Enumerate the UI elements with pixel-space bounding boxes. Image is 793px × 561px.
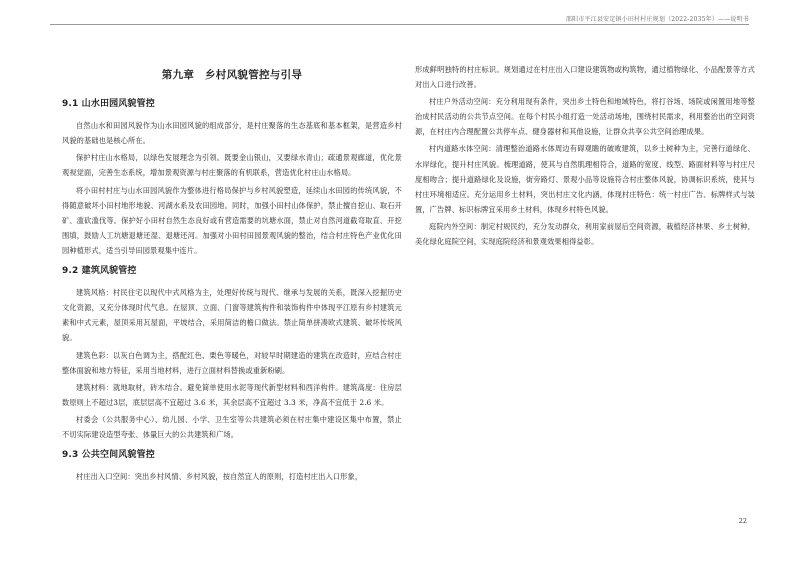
paragraph: 形成鲜明独特的村庄标识。规划通过在村庄出入口建设建筑物或构筑物，通过植物绿化、小品配景等方式对出入口进行改善。 — [415, 65, 755, 90]
right-column — [415, 62, 755, 251]
paragraph: 村庄出入口空间：突出乡村风情、乡村风貌，按自然宜人的原则，打造村庄出入口形象， — [76, 472, 363, 482]
left-column — [62, 62, 402, 486]
header-divider — [50, 24, 749, 25]
paragraph: 村庄户外活动空间：充分利用现有条件，突出乡土特色和地域特色，将打谷场、场院或闲置用地等整治成村民活动的公共节点空间。在每个村民小组打造一处活动场地，围绕村民需求，利用整治出的空间资源，在村庄内合理配置公共停车点、健身器材和其他设施，让群众共享公共空间治理成果。 — [415, 97, 755, 137]
paragraph: 村委会（公共服务中心）、幼儿园、小学、卫生室等公共建筑必须在村庄集中建设区集中布置，禁止不切实际建设造型夸张、体量巨大的公共建筑和广场。 — [62, 414, 402, 439]
section-title-9-1: 9.1 山水田园风貌管控 — [62, 99, 155, 110]
paragraph: 自然山水和田园风貌作为山水田园风貌的组成部分，是村庄聚落的生态基底和基本框架，是营造乡村风貌的基础也是核心所在。 — [62, 121, 402, 146]
paragraph: 建筑风格：村民住宅以现代中式风格为主，处理好传统与现代、继承与发展的关系，既深入挖掘历史文化资源，又充分体现时代气息。在屋顶、立面、门窗等建筑构件和装饰构件中体现平江原有乡村建筑元素和中式元素，屋顶采用瓦屋面，平坡结合，采用简洁的檐口做法。禁止简单拼凑欧式建筑、破坏传统风貌。 — [62, 288, 402, 343]
section-title-9-3: 9.3 公共空间风貌管控 — [62, 450, 155, 461]
paragraph: 建筑色彩：以灰白色调为主，搭配红色、栗色等暖色，对较早时期建造的建筑在改造时，应结合村庄整体面貌和地方特征，采用当地材料，进行立面材料替换或重新粉刷。 — [62, 350, 402, 375]
paragraph: 将小田村村庄与山水田园风貌作为整体进行格局保护与乡村风貌塑造，延续山水田园的传统风貌，不得随意破坏小田村地形地貌、河湖水系及农田园地。同时，加强小田村山体保护，禁止擅自挖山、取石开矿、滥砍滥伐等。保护好小田村自然生态良好或有营造需要的坑塘水面，禁止对自然河道截弯取直、开挖围填，鼓励人工坑塘退塘还湿、退塘还河。加强对小田村田园景观风貌的整治，结合村庄特色产业优化田园种植形式，适当引导田园景观集中连片。 — [62, 185, 402, 255]
chapter-title: 第九章 乡村风貌管控与引导 — [161, 69, 303, 81]
paragraph: 建筑材料：就地取材，砖木结合。避免简单使用水泥等现代新型材料和西洋构件。建筑高度：住房层数原则上不超过3层，底层层高不宜超过 3.6 米，其余层高不宜超过 3.3 米，净高不宜低于 2.6 米。 — [62, 382, 402, 407]
paragraph: 庭院内外空间：制定村规民约，充分发动群众，利用家前屋后空间资源，栽植经济林果、乡土树种，美化绿化庭院空间，实现庭院经济和景观效果相得益彰。 — [415, 221, 755, 247]
running-header: 邵阳市平江县安定镇小田村村庄规划（2022-2035年）——说明书 — [565, 16, 749, 23]
paragraph: 村内道路水体空间：清理整治道路水体周边有碍观瞻的破败建筑，以乡土树种为主，完善行道绿化、水岸绿化，提升村庄风貌。梳理道路，使其与自然肌理相符合，道路的宽度、线型、路面材料等与村庄尺度相吻合；提升道路绿化及设施，街旁路灯、景观小品等设施符合村庄整体风貌，协调标识系统，使其与村庄环境相适应。充分运用乡土材料，突出村庄文化内涵，体现村庄特色：统一村庄广告、标牌样式与装置，广告牌、标识标牌宜采用乡土材料，体现乡村特色风貌。 — [415, 144, 755, 214]
section-title-9-2: 9.2 建筑风貌管控 — [62, 266, 137, 277]
page-number: 22 — [738, 517, 747, 525]
paragraph: 保护村庄山水格局，以绿色发展理念为引领。既要金山银山，又要绿水青山；疏通景观廊道，优化景观视觉面，完善生态系统，增加景观资源与村庄聚落的有机联系，营造优化村庄山水格局。 — [62, 153, 402, 178]
